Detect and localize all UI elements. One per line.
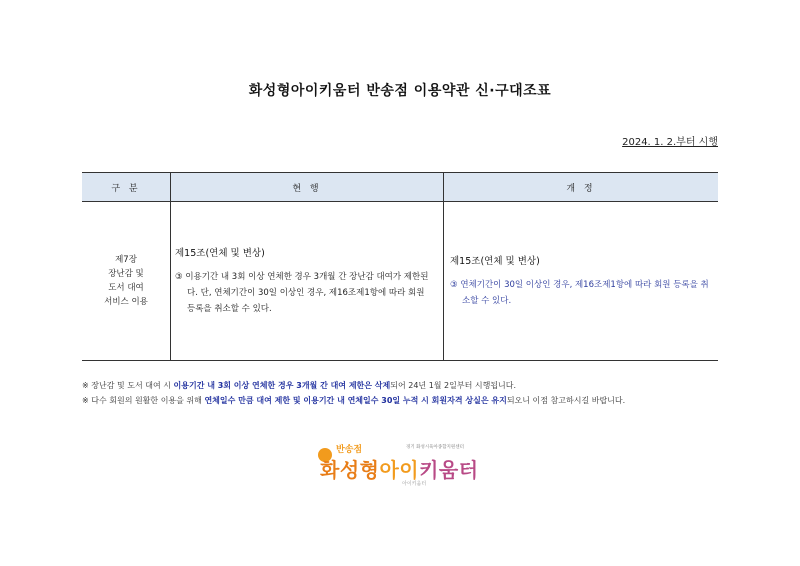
notes [82, 378, 722, 408]
note-prefix: ※ 장난감 및 도서 대여 시 [82, 381, 174, 390]
comparison-table [82, 172, 718, 361]
note-suffix: 되오니 이점 참고하시길 바랍니다. [506, 396, 626, 405]
revised-cell [444, 202, 719, 361]
header-category: 구 분 [82, 173, 171, 202]
note-prefix: ※ 다수 회원의 원활한 이용을 위해 [82, 396, 205, 405]
current-clause: ③ 이용기간 내 3회 이상 연체한 경우 3개월 간 장난감 대여가 제한된다. 단, 연체기간이 30일 이상인 경우, 제16조제1항에 따라 회원 등록을 취소할 수 있다. [175, 272, 429, 314]
logo-tagline: 경기 화성시육아종합지원센터 [406, 445, 464, 450]
document-title: 화성형아이키움터 반송점 이용약관 신·구대조표 [248, 83, 552, 99]
current-article-title: 제15조(연체 및 변상) [175, 248, 265, 259]
logo-branch-text: 반송점 [336, 445, 363, 455]
table-header-row [82, 173, 718, 202]
note-suffix: 되어 24년 1월 2일부터 시행됩니다. [390, 381, 517, 390]
note-item [82, 393, 722, 408]
revised-article-title: 제15조(연체 및 변상) [450, 256, 540, 267]
note-highlight: 연체일수 만큼 대여 제한 및 이용기간 내 연체일수 30일 누적 시 회원자격 상실은 유지 [204, 396, 507, 405]
section-line: 장난감 및 [108, 269, 144, 279]
section-line: 도서 대여 [108, 283, 144, 293]
note-item [82, 378, 722, 393]
organization-logo [316, 440, 486, 496]
current-cell [171, 202, 444, 361]
section-cell [82, 202, 171, 361]
section-line: 제7장 [115, 255, 137, 265]
header-revised: 개 정 [444, 173, 719, 202]
logo-subtext: 아이키움터 [402, 481, 427, 487]
revised-clause: ③ 연체기간이 30일 이상인 경우, 제16조제1항에 따라 회원 등록을 취소할 수 있다. [450, 280, 709, 306]
effective-date: 2024. 1. 2.부터 시행 [622, 137, 718, 148]
header-current: 현 행 [171, 173, 444, 202]
logo-wordmark: 화성형아이키움터 [320, 458, 479, 482]
table-row [82, 202, 718, 361]
note-highlight: 이용기간 내 3회 이상 연체한 경우 3개월 간 대여 제한은 삭제 [173, 381, 391, 390]
section-line: 서비스 이용 [104, 297, 148, 307]
